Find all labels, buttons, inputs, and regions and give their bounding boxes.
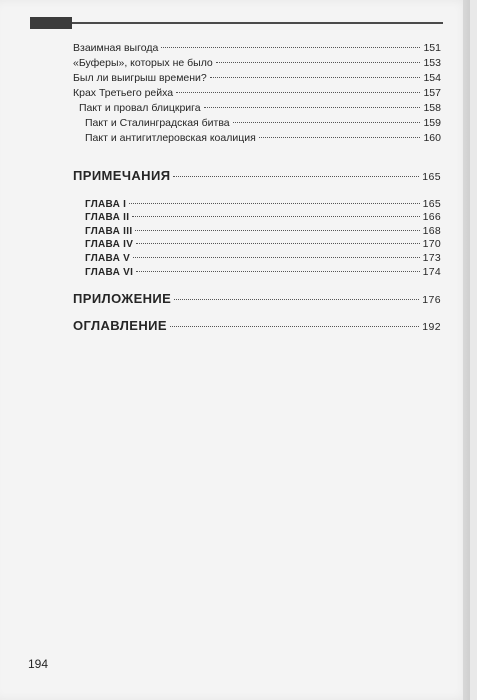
page-number: 194 <box>28 657 49 671</box>
header-rule <box>72 22 443 24</box>
leader-dots <box>129 203 419 204</box>
header-bar <box>30 17 72 29</box>
leader-dots <box>132 216 419 217</box>
toc-chapter <box>73 225 441 237</box>
toc-entry <box>73 57 441 69</box>
leader-dots <box>173 176 419 177</box>
toc-section-contents <box>73 318 441 333</box>
toc-entry-title: Пакт и Сталинградская битва <box>85 117 230 129</box>
toc-entry-title: «Буферы», которых не было <box>73 57 213 69</box>
toc-entry-title: Взаимная выгода <box>73 42 159 54</box>
leader-dots <box>233 122 421 123</box>
chapter-page: 165 <box>422 198 441 210</box>
leader-dots <box>170 326 419 327</box>
toc-entry-title: Пакт и провал блицкрига <box>79 102 201 114</box>
leader-dots <box>176 92 420 93</box>
toc-entry-title: Был ли выигрыш времени? <box>73 72 207 84</box>
chapter-title: ГЛАВА I <box>85 199 127 210</box>
section-page: 176 <box>422 294 441 306</box>
toc-entry-page: 160 <box>423 132 441 144</box>
toc-entry-title: Пакт и антигитлеровская коалиция <box>85 132 256 144</box>
leader-dots <box>174 299 419 300</box>
section-page: 192 <box>422 321 441 333</box>
toc-section-notes <box>73 168 441 183</box>
chapter-title: ГЛАВА IV <box>85 239 134 250</box>
section-page: 165 <box>422 171 441 183</box>
leader-dots <box>136 243 419 244</box>
leader-dots <box>136 271 419 272</box>
leader-dots <box>135 230 419 231</box>
toc-entry-page: 151 <box>423 42 441 54</box>
toc-subentry <box>73 132 441 144</box>
page-edge <box>463 0 470 700</box>
chapter-title: ГЛАВА II <box>85 212 130 223</box>
section-title: ПРИЛОЖЕНИЕ <box>73 291 172 306</box>
leader-dots <box>204 107 421 108</box>
toc-entry-page: 154 <box>423 72 441 84</box>
toc-subentry <box>73 117 441 129</box>
chapter-title: ГЛАВА V <box>85 253 131 264</box>
chapter-page: 168 <box>422 225 441 237</box>
leader-dots <box>259 137 421 138</box>
toc-entry-page: 153 <box>423 57 441 69</box>
toc-chapter <box>73 266 441 278</box>
toc-entry-page: 158 <box>423 102 441 114</box>
chapter-page: 166 <box>422 211 441 223</box>
toc-entry-title: Крах Третьего рейха <box>73 87 174 99</box>
toc-entry <box>73 87 441 99</box>
leader-dots <box>216 62 421 63</box>
chapter-page: 170 <box>422 238 441 250</box>
leader-dots <box>210 77 421 78</box>
toc-entry <box>73 42 441 54</box>
section-title: ПРИМЕЧАНИЯ <box>73 168 171 183</box>
toc-chapter <box>73 252 441 264</box>
toc-entry-page: 159 <box>423 117 441 129</box>
chapter-title: ГЛАВА VI <box>85 267 134 278</box>
leader-dots <box>133 257 419 258</box>
toc-section-appendix <box>73 291 441 306</box>
toc-chapter <box>73 211 441 223</box>
chapter-page: 173 <box>422 252 441 264</box>
leader-dots <box>161 47 420 48</box>
chapter-title: ГЛАВА III <box>85 226 133 237</box>
section-title: ОГЛАВЛЕНИЕ <box>73 318 167 333</box>
toc-entry <box>73 72 441 84</box>
toc-chapter <box>73 238 441 250</box>
toc-chapter <box>73 198 441 210</box>
chapter-page: 174 <box>422 266 441 278</box>
toc-entry-page: 157 <box>423 87 441 99</box>
toc-subentry <box>73 102 441 114</box>
